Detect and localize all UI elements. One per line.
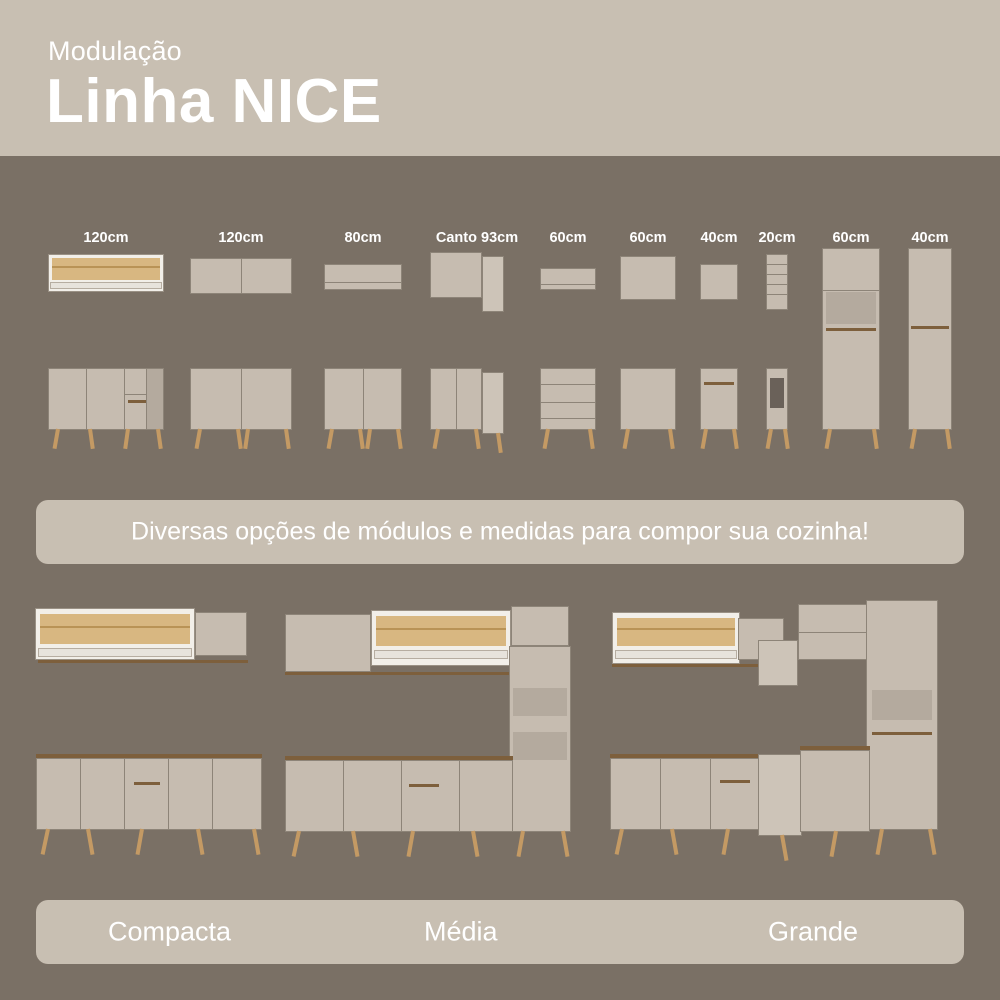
wall-cabinet <box>195 612 247 656</box>
wood-interior <box>52 258 160 280</box>
banner <box>36 500 964 564</box>
module-label: 120cm <box>83 230 129 246</box>
shelf-line <box>52 266 160 268</box>
wall-cabinet-body <box>700 264 738 300</box>
leg <box>783 429 790 449</box>
leg <box>365 429 372 449</box>
composition-media[interactable] <box>285 592 585 872</box>
divider <box>168 759 169 829</box>
drawer-handle <box>720 780 750 783</box>
divider <box>343 761 344 831</box>
divider <box>124 369 125 429</box>
leg <box>668 429 675 449</box>
rack-interior <box>770 378 784 408</box>
wood-interior <box>617 618 735 646</box>
corner-base-return <box>482 372 504 434</box>
module-label: Canto 93cm <box>435 230 519 246</box>
drawer-line <box>541 384 595 385</box>
glass-door <box>50 282 162 289</box>
base-run <box>36 758 262 830</box>
leg <box>517 831 525 857</box>
leg <box>123 429 130 449</box>
leg <box>358 429 365 449</box>
glass-door <box>38 648 192 657</box>
module-label: 60cm <box>549 230 587 246</box>
shelf-line <box>823 290 879 291</box>
leg <box>351 831 359 857</box>
wall-cabinet <box>511 606 569 646</box>
leg <box>88 429 95 449</box>
footer-band <box>36 900 964 964</box>
leg <box>670 829 678 855</box>
header-subtitle: Modulação <box>48 36 182 66</box>
wall-cabinet-body <box>324 264 402 290</box>
leg <box>474 429 481 449</box>
shelf-line <box>376 628 506 630</box>
shelf-line <box>40 626 190 628</box>
leg <box>53 429 60 449</box>
base-run <box>610 758 760 830</box>
rack-line <box>767 274 787 275</box>
leg <box>872 429 879 449</box>
header-band <box>0 0 1000 156</box>
divider <box>459 761 460 831</box>
divider <box>80 759 81 829</box>
corner-wall-return <box>482 256 504 312</box>
shelf-line <box>541 284 595 285</box>
drawer-handle <box>409 784 439 787</box>
rack-line <box>767 284 787 285</box>
composition-compacta[interactable] <box>30 600 280 870</box>
leg <box>156 429 163 449</box>
drawer-handle <box>704 382 734 385</box>
leg <box>433 429 440 449</box>
leg <box>195 429 202 449</box>
countertop <box>285 756 513 760</box>
base-cabinet-body <box>700 368 738 430</box>
leg <box>732 429 739 449</box>
rack-line <box>767 294 787 295</box>
divider <box>660 759 661 829</box>
open-niche <box>513 732 567 760</box>
handle <box>911 326 949 329</box>
composition-label-grande: Grande <box>768 916 859 947</box>
open-niche <box>826 292 876 324</box>
module-label: 20cm <box>758 230 796 246</box>
composition-grande[interactable] <box>608 590 968 872</box>
drawer-line <box>541 402 595 403</box>
divider <box>124 759 125 829</box>
divider <box>710 759 711 829</box>
leg <box>588 429 595 449</box>
drawer-cabinet-body <box>540 368 596 430</box>
page-title: Linha NICE <box>46 67 382 136</box>
leg <box>543 429 550 449</box>
leg <box>910 429 917 449</box>
leg <box>830 831 838 857</box>
leg <box>471 831 479 857</box>
module-label: 60cm <box>832 230 870 246</box>
leg <box>86 829 94 855</box>
divider <box>241 369 242 429</box>
rack-line <box>767 264 787 265</box>
leg <box>396 429 403 449</box>
divider <box>363 369 364 429</box>
countertop <box>610 754 760 758</box>
leg <box>701 429 708 449</box>
corner-base <box>758 754 802 836</box>
leg <box>615 829 624 855</box>
countertop <box>800 746 870 750</box>
leg <box>41 829 50 855</box>
divider <box>212 759 213 829</box>
composition-label-media: Média <box>424 916 498 947</box>
module-label: 120cm <box>218 230 264 246</box>
corner-wall-return <box>758 640 798 686</box>
module-label: 40cm <box>700 230 738 246</box>
composition-label-compacta: Compacta <box>108 916 232 947</box>
leg <box>945 429 952 449</box>
module-label: 80cm <box>344 230 382 246</box>
countertop <box>36 754 262 758</box>
leg <box>928 829 936 855</box>
leg <box>561 831 569 857</box>
leg <box>327 429 334 449</box>
drawer-handle <box>134 782 160 785</box>
door-line <box>799 632 867 633</box>
wood-interior <box>40 614 190 644</box>
leg <box>766 429 773 449</box>
module-label: 60cm <box>629 230 667 246</box>
wall-cabinet-body <box>620 256 676 300</box>
leg <box>243 429 250 449</box>
shelf-line <box>617 628 735 630</box>
leg <box>780 835 788 861</box>
tall-cabinet-body <box>908 248 952 430</box>
open-niche <box>872 690 932 720</box>
leg <box>496 433 503 453</box>
leg <box>825 429 832 449</box>
divider <box>456 369 457 429</box>
modules-overview <box>0 156 1000 486</box>
base-run <box>800 750 870 832</box>
divider <box>86 369 87 429</box>
leg <box>623 429 630 449</box>
tall-cabinet-body <box>822 248 880 430</box>
side-panel <box>146 368 164 430</box>
leg <box>292 831 301 857</box>
corner-wall-body <box>430 252 482 298</box>
module-label: 40cm <box>911 230 949 246</box>
open-niche <box>513 688 567 716</box>
divider <box>401 761 402 831</box>
leg <box>876 829 884 855</box>
wood-interior <box>376 616 506 646</box>
leg <box>236 429 243 449</box>
door-line <box>325 282 401 283</box>
leg <box>136 829 144 855</box>
leg <box>284 429 291 449</box>
glass-door <box>374 650 508 659</box>
drawer-line <box>541 418 595 419</box>
base-cabinet-body <box>620 368 676 430</box>
divider <box>241 259 242 293</box>
leg <box>407 831 415 857</box>
wall-shelf-body <box>540 268 596 290</box>
glass-door <box>615 650 737 659</box>
handle <box>826 328 876 331</box>
handle <box>872 732 932 735</box>
wall-cabinet <box>285 614 371 672</box>
wall-rack-body <box>766 254 788 310</box>
leg <box>722 829 730 855</box>
leg <box>196 829 204 855</box>
underline-trim <box>38 660 248 663</box>
banner-text: Diversas opções de módulos e medidas para compor sua cozinha! <box>131 517 869 546</box>
leg <box>252 829 260 855</box>
base-run <box>285 760 513 832</box>
underline-trim <box>285 672 511 675</box>
